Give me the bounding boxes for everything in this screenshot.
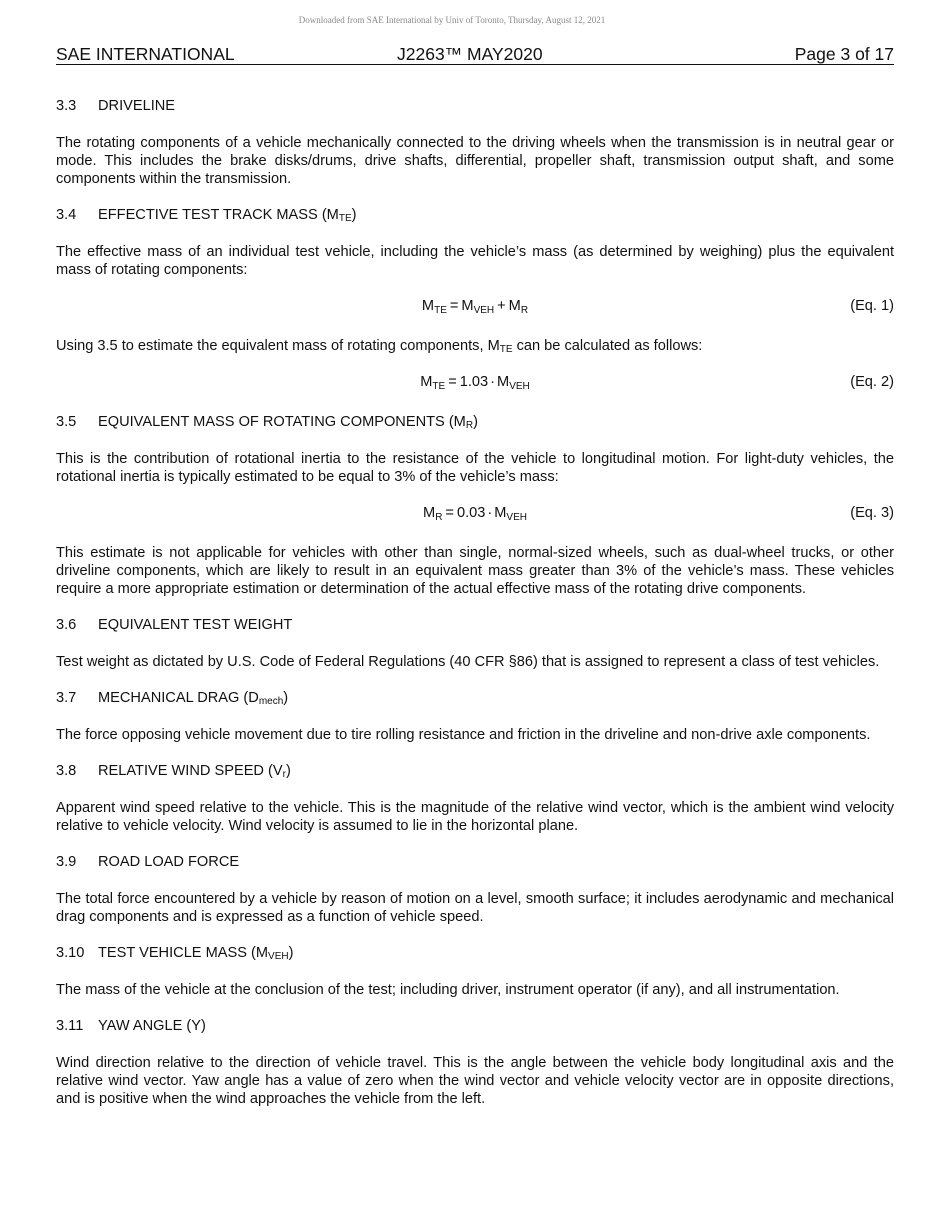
header-document-id: J2263™ MAY2020	[397, 44, 543, 64]
equation-3	[56, 504, 894, 522]
equation-2-expression: $M_{TE} = 1.03 \cdot M_{VEH}$	[420, 374, 530, 392]
section-paragraph-3-9: The total force encountered by a vehicle by reason of motion on a level, smooth surface; it includes aerodynamic and mechanical drag components and is expressed as a function of vehicle speed.	[56, 891, 894, 925]
section-paragraph-3-6: Test weight as dictated by U.S. Code of Federal Regulations (40 CFR §86) that is assigned to represent a class of test vehicles.	[56, 654, 880, 670]
section-paragraph-3-11: Wind direction relative to the direction of vehicle travel. This is the angle between the vehicle body longitudinal axis and the relative wind vector. Yaw angle has a value of zero when the wind vector and vehicle velocity vector are in opposite directions, and is positive when the wind approaches the vehicle from the left.	[56, 1055, 894, 1107]
download-watermark: Downloaded from SAE International by Univ of Toronto, Thursday, August 12, 2021	[298, 15, 606, 25]
header-organization: SAE INTERNATIONAL	[56, 44, 235, 64]
equation-1	[56, 297, 894, 315]
equation-2-label: (Eq. 2)	[850, 374, 894, 390]
section-paragraph-3-8: Apparent wind speed relative to the vehicle. This is the magnitude of the relative wind vector, which is the ambient wind velocity relative to vehicle velocity. Wind velocity is assumed to lie in the horizontal plane.	[56, 800, 894, 834]
section-heading-3-3: 3.3 DRIVELINE	[56, 98, 176, 114]
section-heading-3-4: 3.4 EFFECTIVE TEST TRACK MASS $(M_{TE})$	[56, 207, 357, 224]
document-body	[56, 97, 894, 1126]
section-paragraph-3-5-b: This estimate is not applicable for vehicles with other than single, normal-sized wheels, such as dual-wheel trucks, or other driveline components, which are likely to result in an equivalent mass greater than 3% of the vehicle’s mass. These vehicles require a more appropriate estimation or determination of the actual effective mass of the rotating drive components.	[56, 545, 894, 597]
section-heading-3-7: 3.7 MECHANICAL DRAG $(D_{mech})$	[56, 690, 289, 707]
section-paragraph-3-10: The mass of the vehicle at the conclusion of the test; including driver, instrument operator (if any), and all instrumentation.	[56, 982, 840, 998]
section-heading-3-6: 3.6 EQUIVALENT TEST WEIGHT	[56, 617, 293, 633]
section-heading-3-9: 3.9 ROAD LOAD FORCE	[56, 854, 240, 870]
section-paragraph-3-4: The effective mass of an individual test vehicle, including the vehicle’s mass (as determined by weighing) plus the equivalent mass of rotating components:	[56, 244, 894, 278]
equation-1-expression: $M_{TE} = M_{VEH} + M_R$	[421, 298, 529, 316]
section-heading-3-10: 3.10 TEST VEHICLE MASS $(M_{VEH})$	[56, 945, 294, 962]
equation-2	[56, 373, 894, 391]
section-heading-3-11: 3.11 YAW ANGLE (Y)	[56, 1018, 206, 1034]
section-heading-3-5: 3.5 EQUIVALENT MASS OF ROTATING COMPONENTS $(M_R)$	[56, 414, 478, 431]
equation-3-label: (Eq. 3)	[850, 505, 894, 521]
header-page-number: Page 3 of 17	[794, 44, 894, 64]
section-paragraph-3-5: This is the contribution of rotational inertia to the resistance of the vehicle to longitudinal motion. For light-duty vehicles, the rotational inertia is typically estimated to be equal to 3% of the vehicle’s mass:	[56, 451, 894, 485]
section-paragraph-3-4-b: Using 3.5 to estimate the equivalent mass of rotating components, $M_{TE}$ can be calculated as follows:	[56, 338, 703, 355]
section-heading-3-8: 3.8 RELATIVE WIND SPEED $(V_r)$	[56, 763, 291, 780]
section-paragraph-3-3: The rotating components of a vehicle mechanically connected to the driving wheels when the transmission is in neutral gear or mode. This includes the brake disks/drums, drive shafts, differential, propeller shaft, transmission output shaft, and some components within the transmission.	[56, 135, 894, 187]
section-paragraph-3-7: The force opposing vehicle movement due to tire rolling resistance and friction in the driveline and non-drive axle components.	[56, 727, 871, 743]
equation-3-expression: $M_R = 0.03 \cdot M_{VEH}$	[423, 505, 527, 523]
page-header	[56, 44, 894, 65]
equation-1-label: (Eq. 1)	[850, 298, 894, 314]
